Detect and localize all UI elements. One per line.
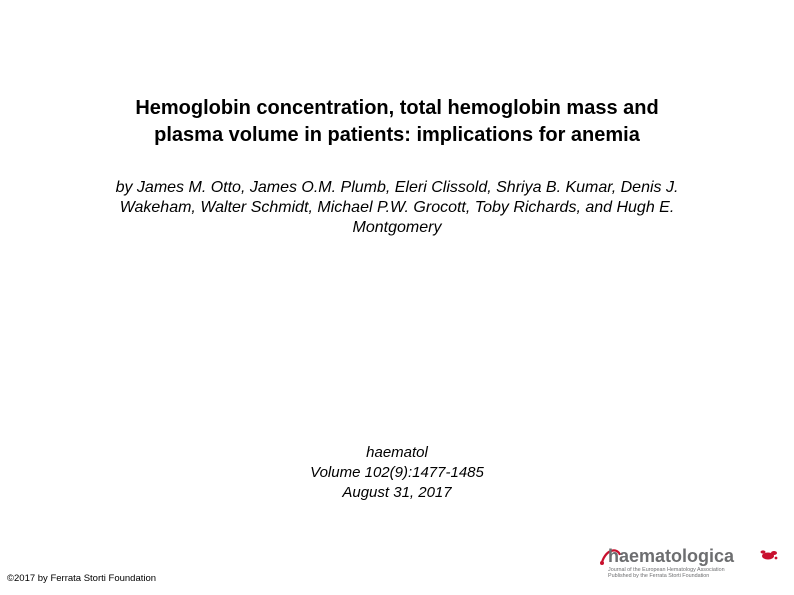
journal-date: August 31, 2017 xyxy=(342,484,452,501)
article-title-line-2: plasma volume in patients: implications for anemia xyxy=(154,124,640,146)
logo-dot-icon xyxy=(600,561,604,565)
haematologica-logo-image xyxy=(598,540,780,580)
journal-name: haematol xyxy=(366,444,428,461)
article-title xyxy=(40,95,754,149)
copyright-notice: ©2017 by Ferrata Storti Foundation xyxy=(7,573,157,584)
logo-cell-emblem-icon xyxy=(761,550,778,559)
author-list-line-3: Montgomery xyxy=(352,219,442,236)
logo-wordmark: haematologica xyxy=(608,546,735,566)
journal-volume: Volume 102(9):1477-1485 xyxy=(310,464,484,481)
haematologica-logo xyxy=(598,540,780,580)
logo-tagline-2: Published by the Ferrata Storti Foundation xyxy=(608,573,710,579)
article-title-line-1: Hemoglobin concentration, total hemoglobin mass and xyxy=(135,97,659,119)
author-list xyxy=(60,178,734,238)
author-list-line-1: by James M. Otto, James O.M. Plumb, Eleri Clissold, Shriya B. Kumar, Denis J. xyxy=(115,179,679,196)
journal-citation xyxy=(197,443,597,503)
logo-tagline-1: Journal of the European Hematology Association xyxy=(608,567,725,573)
author-list-line-2: Wakeham, Walter Schmidt, Michael P.W. Grocott, Toby Richards, and Hugh E. xyxy=(119,199,675,216)
